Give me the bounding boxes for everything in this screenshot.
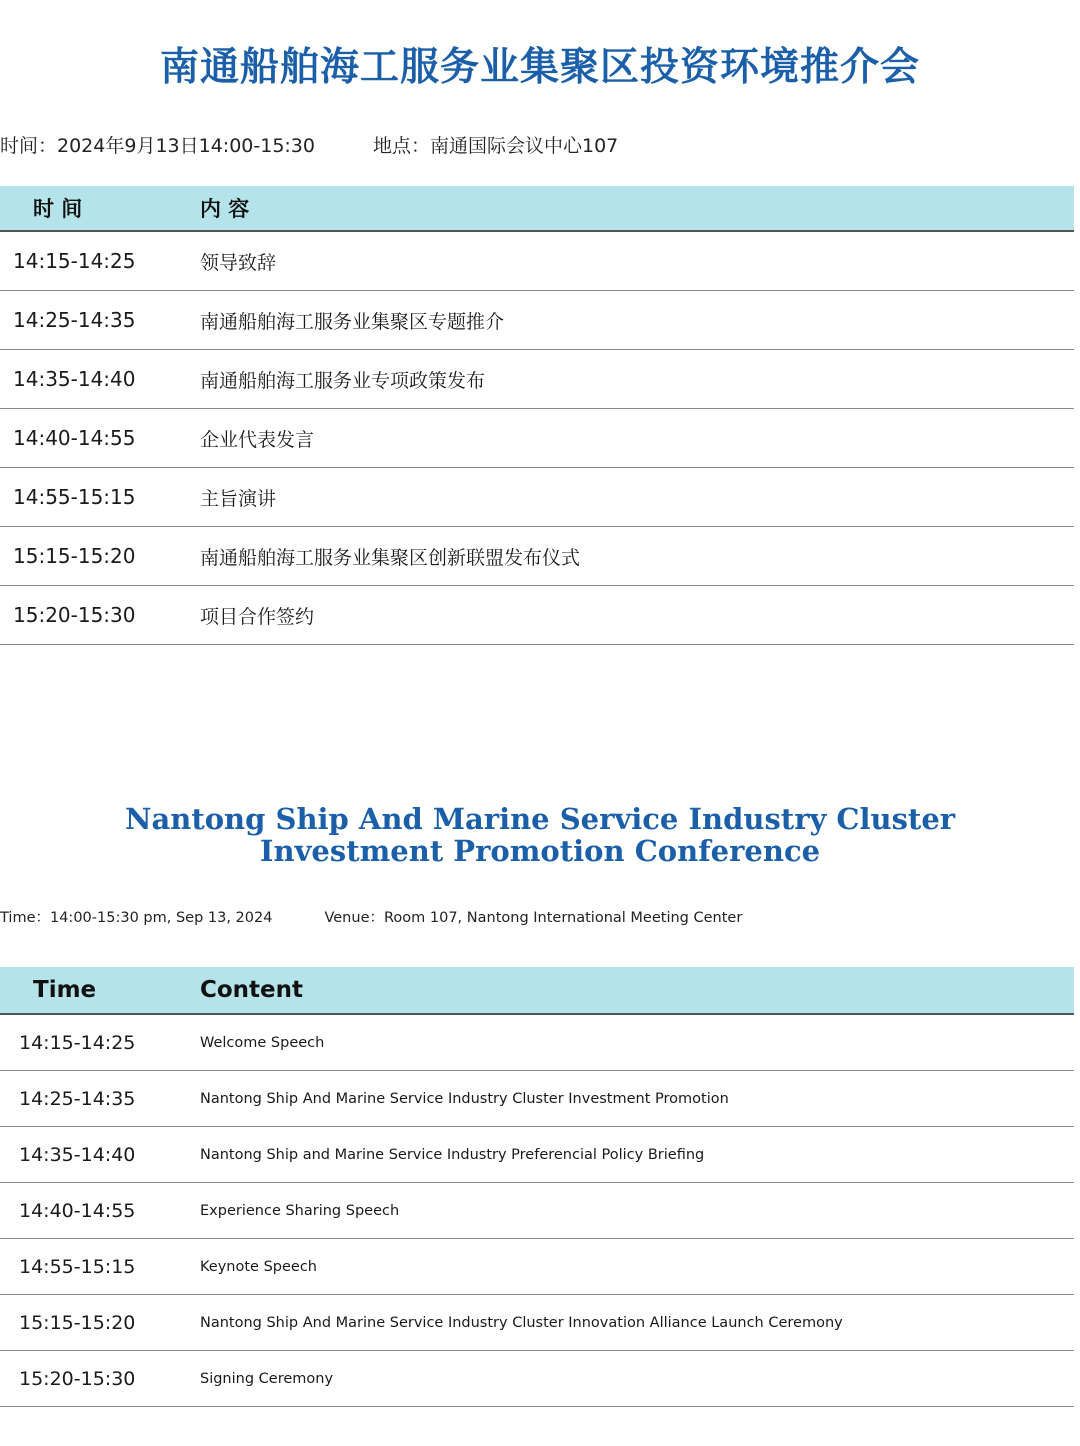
row-content: Welcome Speech [200,1014,1074,1071]
table-header-row [0,967,1074,1014]
row-time: 15:15-15:20 [0,527,200,586]
row-time: 14:35-14:40 [0,350,200,409]
row-content: 南通船舶海工服务业集聚区创新联盟发布仪式 [200,527,1074,586]
english-meta [0,906,742,927]
row-time: 14:40-14:55 [0,409,200,468]
chinese-schedule-table [0,186,1074,645]
row-content: 领导致辞 [200,231,1074,291]
table-header-row [0,186,1074,231]
table-row [0,1071,1074,1127]
table-row [0,527,1074,586]
table-row [0,468,1074,527]
row-content: 企业代表发言 [200,409,1074,468]
table-row [0,350,1074,409]
row-time: 15:20-15:30 [0,586,200,645]
row-content: Nantong Ship And Marine Service Industry Cluster Investment Promotion [200,1071,1074,1127]
row-content: 南通船舶海工服务业集聚区专题推介 [200,291,1074,350]
row-time: 14:55-15:15 [0,468,200,527]
table-row [0,1351,1074,1407]
column-header-content: Content [200,967,1074,1014]
chinese-meta [0,131,618,158]
column-header-content: 内 容 [200,186,1074,231]
chinese-time-info: 时间：2024年9月13日14:00-15:30 [0,135,315,157]
table-row [0,1127,1074,1183]
row-content: 主旨演讲 [200,468,1074,527]
table-row [0,1239,1074,1295]
row-content: Experience Sharing Speech [200,1183,1074,1239]
table-row [0,1295,1074,1351]
row-time: 14:15-14:25 [0,231,200,291]
column-header-time: Time [0,967,200,1014]
row-time: 14:55-15:15 [0,1239,200,1295]
table-row [0,409,1074,468]
table-row [0,231,1074,291]
column-header-time: 时 间 [0,186,200,231]
english-venue-info: Venue：Room 107, Nantong International Meeting Center [324,910,743,926]
table-row [0,1014,1074,1071]
row-time: 14:25-14:35 [0,291,200,350]
table-row [0,586,1074,645]
english-schedule-table [0,967,1074,1407]
row-time: 14:35-14:40 [0,1127,200,1183]
table-row [0,1183,1074,1239]
row-time: 14:15-14:25 [0,1014,200,1071]
table-row [0,291,1074,350]
english-title-line-1: Nantong Ship And Marine Service Industry Cluster [124,802,956,836]
english-time-info: Time：14:00-15:30 pm, Sep 13, 2024 [0,910,273,926]
english-title-line-2: Investment Promotion Conference [259,834,821,868]
row-time: 14:40-14:55 [0,1183,200,1239]
row-content: Nantong Ship and Marine Service Industry Preferencial Policy Briefing [200,1127,1074,1183]
row-time: 15:15-15:20 [0,1295,200,1351]
chinese-title: 南通船舶海工服务业集聚区投资环境推介会 [159,44,920,90]
row-content: 南通船舶海工服务业专项政策发布 [200,350,1074,409]
row-content: Nantong Ship And Marine Service Industry Cluster Innovation Alliance Launch Ceremony [200,1295,1074,1351]
row-time: 14:25-14:35 [0,1071,200,1127]
row-content: Keynote Speech [200,1239,1074,1295]
row-content: Signing Ceremony [200,1351,1074,1407]
row-content: 项目合作签约 [200,586,1074,645]
row-time: 15:20-15:30 [0,1351,200,1407]
chinese-location-info: 地点：南通国际会议中心107 [373,135,619,157]
english-title [0,803,1080,867]
